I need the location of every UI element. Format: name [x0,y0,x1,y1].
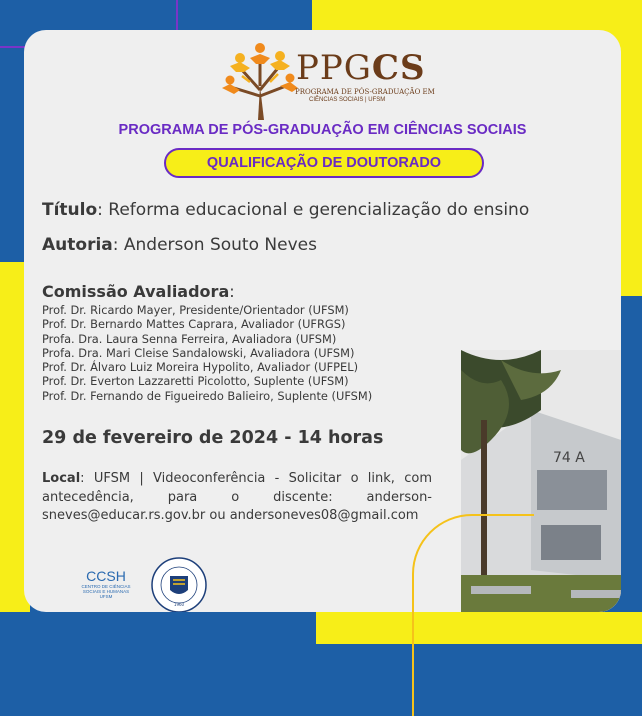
event-location: Local: UFSM | Videoconferência - Solicitar o link, com antecedência, para o discente: anderson-sneves@educar.rs.gov.br ou andersoneves08@gmail.com [42,471,432,523]
program-title: PROGRAMA DE PÓS-GRADUAÇÃO EM CIÊNCIAS SOCIAIS [118,122,527,138]
event-type-badge: QUALIFICAÇÃO DE DOUTORADO [164,148,484,178]
committee-heading: Comissão Avaliadora: [42,282,235,301]
ccsh-logo: CCSH CENTRO DE CIÊNCIAS SOCIAIS E HUMANAS UFSM [81,568,131,599]
committee-member: Profa. Dra. Mari Cleise Sandalowski, Avaliadora (UFSM) [42,345,355,360]
event-date: 29 de fevereiro de 2024 - 14 horas [42,428,384,448]
logo-subtitle-2: CIÊNCIAS SOCIAIS | UFSM [309,97,386,103]
tree-people-icon [220,36,300,124]
committee-member: Prof. Dr. Álvaro Luiz Moreira Hypolito, Avaliador (UFPEL) [42,360,359,375]
svg-text:1960: 1960 [173,602,185,607]
thesis-title: Título: Reforma educacional e gerencialização do ensino [42,200,530,220]
ufsm-seal-icon [150,556,208,612]
building-number: 74 A [553,450,585,466]
logo-subtitle: PROGRAMA DE PÓS-GRADUAÇÃO EM [295,88,435,96]
decorative-yellow-arc [412,514,534,716]
logo-wordmark: PPGCS [296,48,426,88]
committee-member: Profa. Dra. Laura Senna Ferreira, Avaliadora (UFSM) [42,331,337,346]
committee-list [42,303,372,403]
committee-member: Prof. Dr. Ricardo Mayer, Presidente/Orientador (UFSM) [42,303,349,317]
thesis-author: Autoria: Anderson Souto Neves [42,235,317,255]
committee-member: Prof. Dr. Fernando de Figueiredo Balieiro, Suplente (UFSM) [42,388,373,403]
committee-member: Prof. Dr. Everton Lazzaretti Picolotto, Suplente (UFSM) [42,374,349,389]
committee-member: Prof. Dr. Bernardo Mattes Caprara, Avaliador (UFRGS) [42,317,346,332]
